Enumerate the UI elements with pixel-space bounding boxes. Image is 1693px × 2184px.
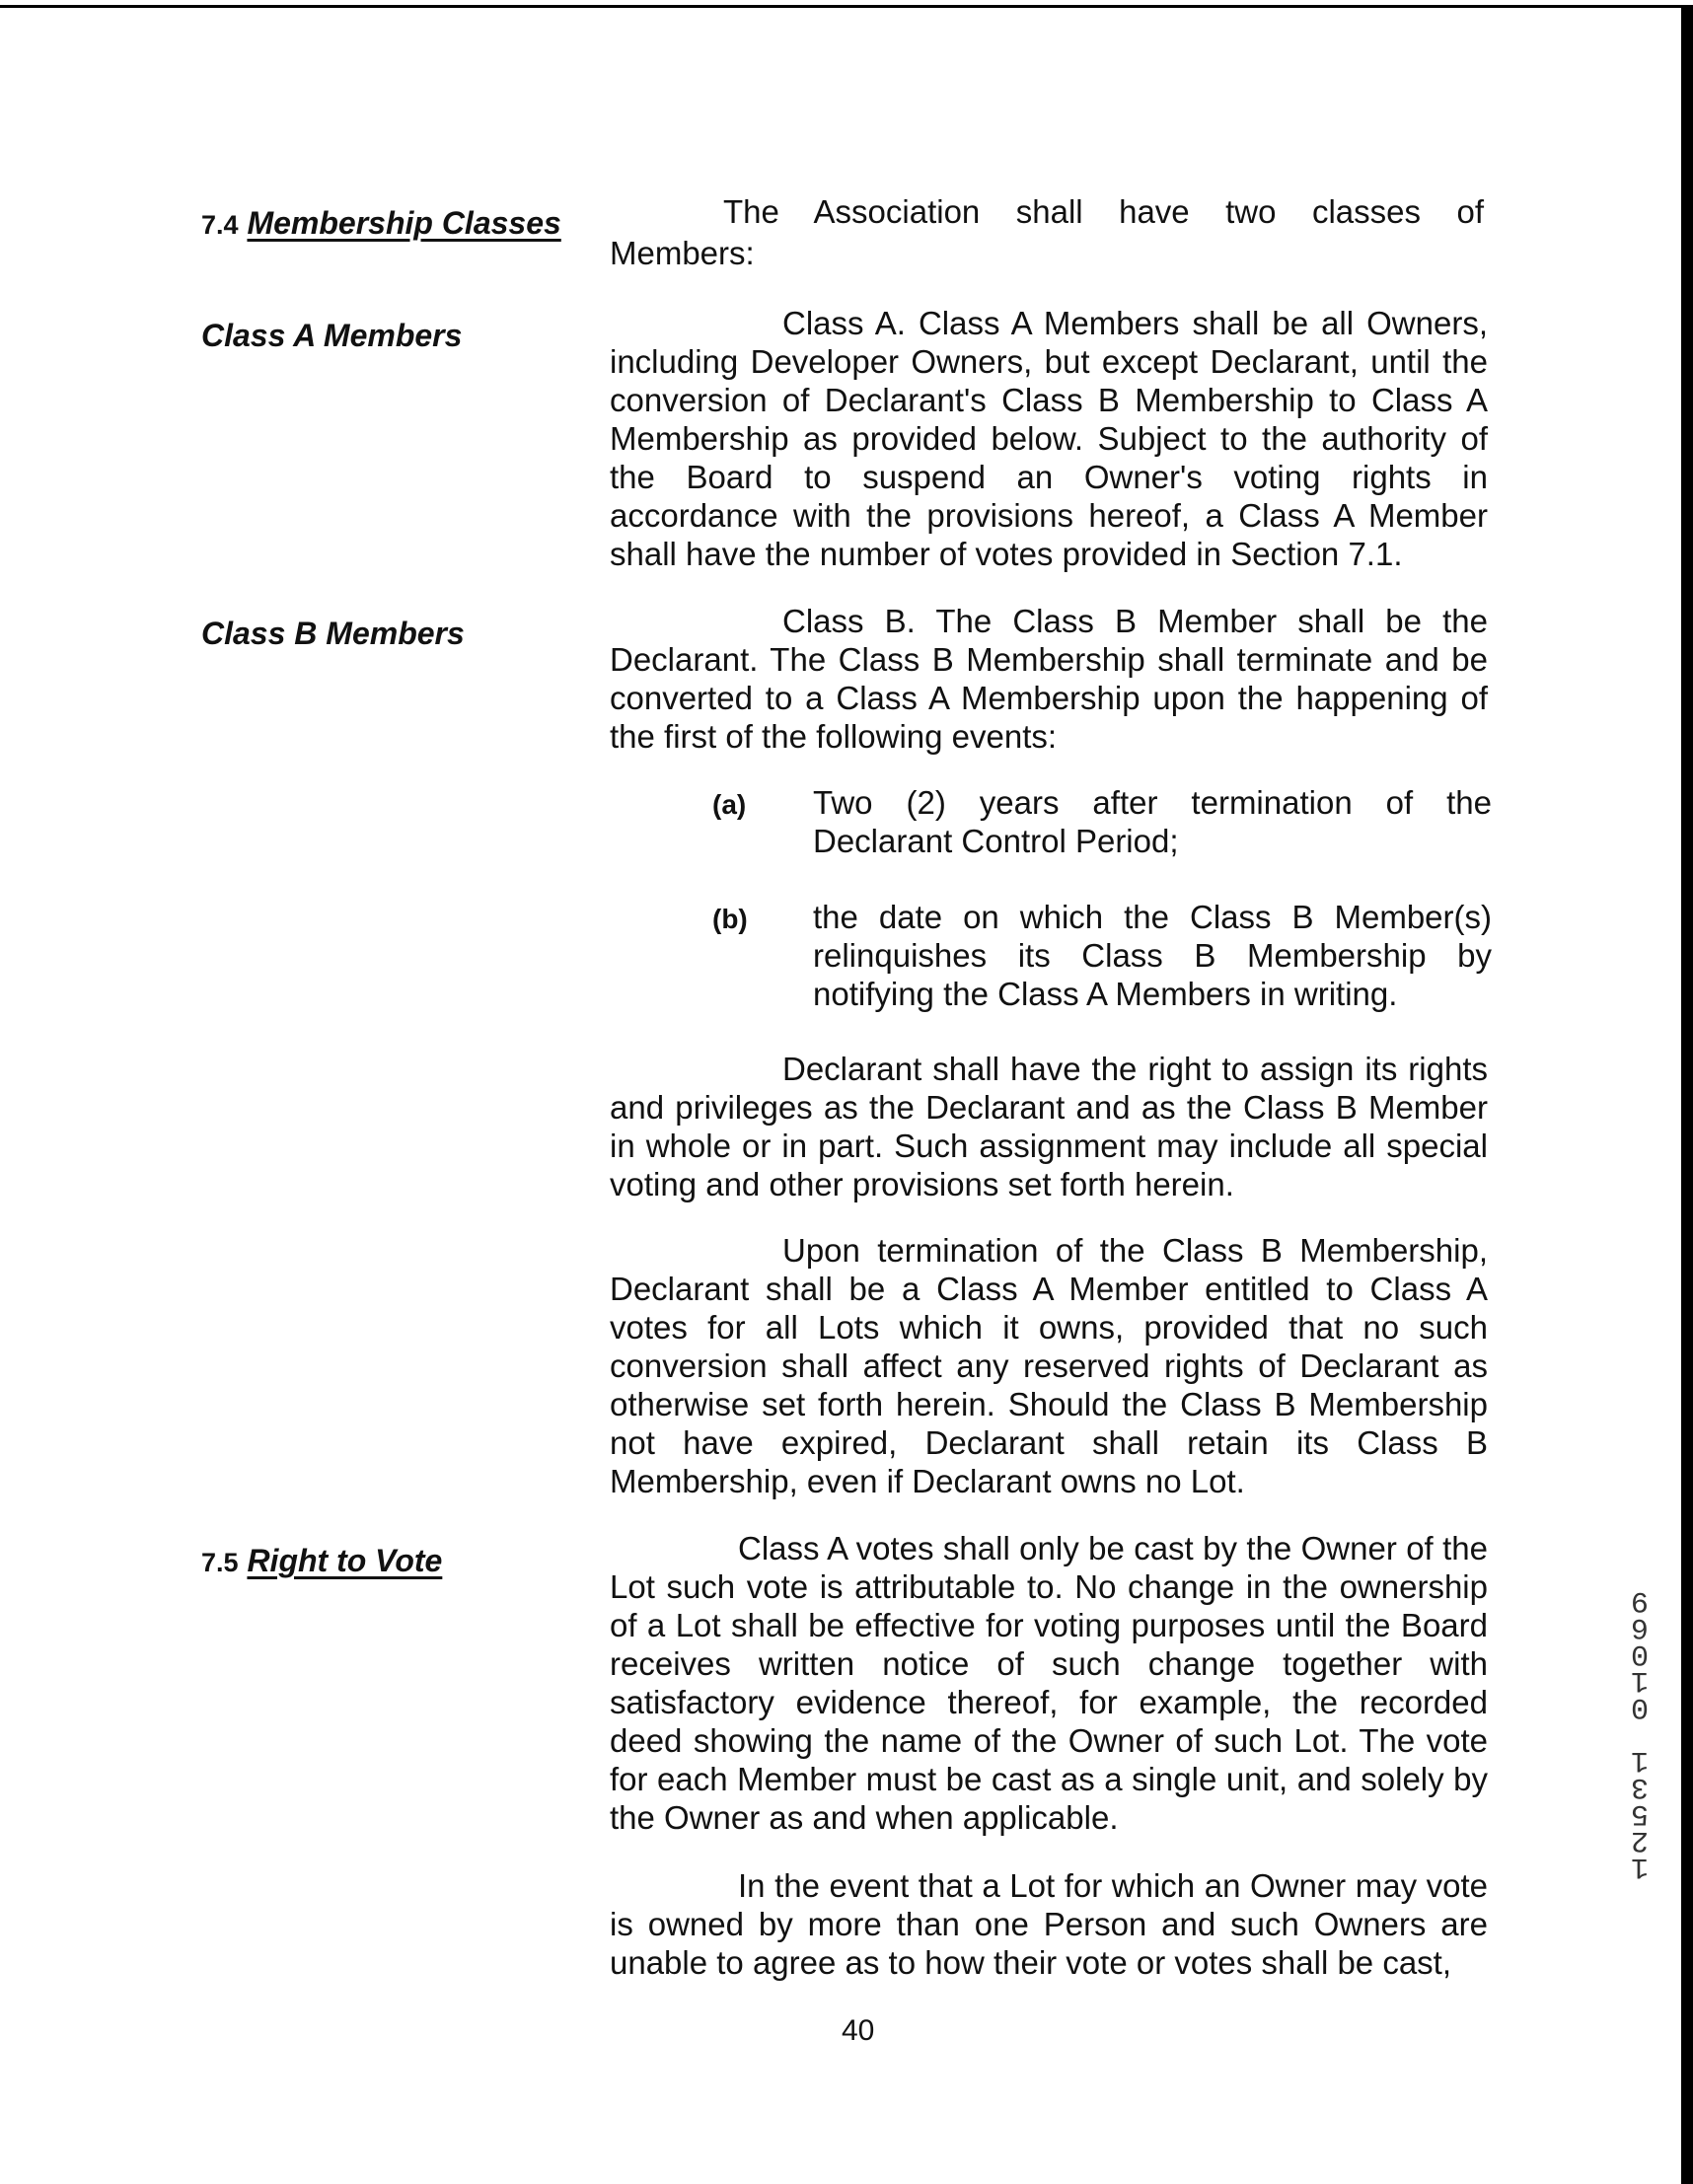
joint-owner-paragraph [610,1866,1488,1982]
list-item-b-label: (b) [712,904,748,934]
right-to-vote-paragraph [610,1529,1488,1837]
stamp-text: 1 2 5 3 1 0 1 0 6 9 [1631,1583,1650,1883]
termination-paragraph [610,1231,1488,1500]
intro-line-1: The Association shall have two classes of [723,193,1484,230]
list-item-b-text: the date on which the Class B Member(s) relinquishes its Class B Membership by notifying the Class A Members in writing. [813,899,1492,1012]
list-item-a-label: (a) [712,789,747,820]
intro-paragraph [610,191,1484,274]
intro-line-2: Members: [610,235,755,271]
assignment-text: Declarant shall have the right to assign its rights and privileges as the Declarant and as the Class B Member in whole or in part. Such assignment may include all special voting and other provisions set forth herein. [610,1051,1488,1202]
list-item-a [712,783,1492,860]
joint-owner-text: In the event that a Lot for which an Owner may vote is owned by more than one Person and such Owners are unable to agree as to how their vote or votes shall be cast, [610,1867,1488,1981]
class-a-paragraph [610,304,1488,573]
class-a-heading: Class A Members [201,318,463,353]
class-b-paragraph [610,602,1488,756]
page-number: 40 [842,2014,875,2047]
section-7-5-heading [201,1543,442,1579]
document-page [0,8,1681,2184]
list-item-b [712,898,1492,1013]
class-b-text: Class B. The Class B Member shall be the Declarant. The Class B Membership shall terminate and be converted to a Class A Membership upon the happening of the first of the following events: [610,603,1488,755]
page-edge [0,0,1693,8]
right-to-vote-text: Class A votes shall only be cast by the Owner of the Lot such vote is attributable to. No change in the ownership of a Lot shall be effective for voting purposes until the Board receives written notice of such change together with satisfactory evidence thereof, for example, the recorded deed showing the name of the Owner of such Lot. The vote for each Member must be cast as a single unit, and solely by the Owner as and when applicable. [610,1530,1488,1836]
list-item-a-text: Two (2) years after termination of the Declarant Control Period; [813,784,1492,859]
section-title: Membership Classes [247,205,561,241]
class-a-text: Class A. Class A Members shall be all Owners, including Developer Owners, but except Declarant, until the conversion of Declarant's Class B Membership to Class A Membership as provided below. Subject to the authority of the Board to suspend an Owner's voting rights in accordance with the provisions hereof, a Class A Member shall have the number of votes provided in Section 7.1. [610,305,1488,572]
section-number: 7.4 [201,210,239,240]
section-7-4-heading [201,205,561,242]
recording-stamp [1620,1583,1659,1883]
section-number: 7.5 [201,1548,239,1577]
section-title: Right to Vote [247,1543,443,1578]
termination-text: Upon termination of the Class B Membership, Declarant shall be a Class A Member entitled to Class A votes for all Lots which it owns, provided that no such conversion shall affect any reserved rights of Declarant as otherwise set forth herein. Should the Class B Membership not have expired, Declarant shall retain its Class B Membership, even if Declarant owns no Lot. [610,1232,1488,1499]
assignment-paragraph [610,1050,1488,1203]
class-b-heading: Class B Members [201,616,465,651]
